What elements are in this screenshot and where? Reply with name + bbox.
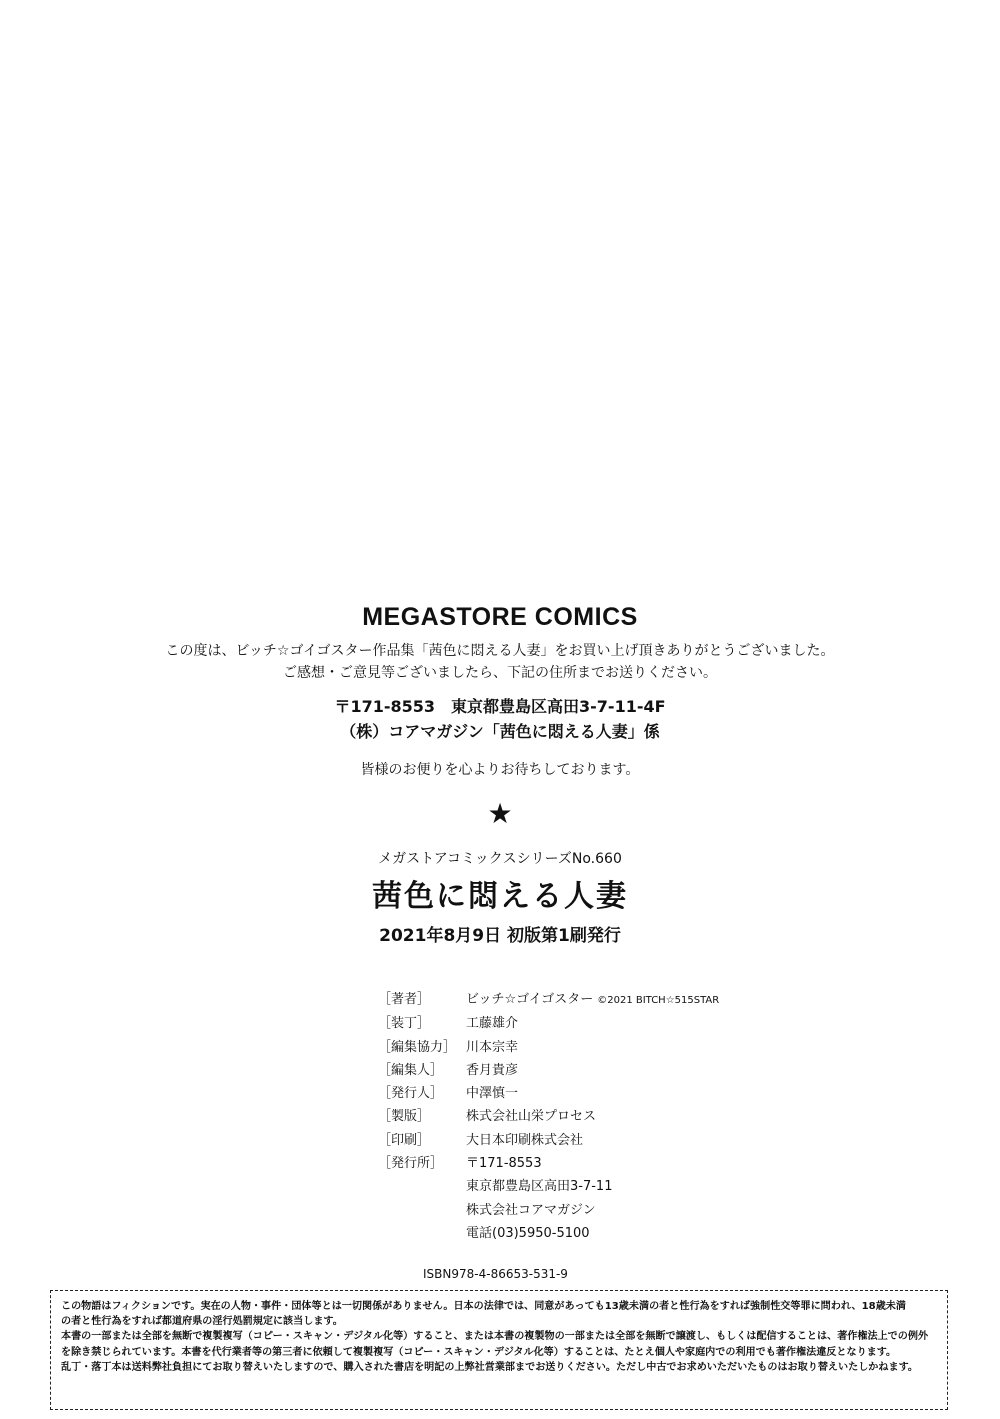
credits-table bbox=[378, 988, 778, 1245]
thanks-line-2: ご感想・ご意見等ございましたら、下記の住所までお送りください。 bbox=[283, 665, 717, 681]
author-name: ビッチ☆ゴイゴスター bbox=[466, 992, 594, 1007]
credit-label bbox=[378, 1222, 466, 1245]
credit-value: 中澤慎一 bbox=[466, 1086, 519, 1102]
credit-label: ［著者］ bbox=[378, 992, 431, 1007]
credit-row bbox=[378, 1222, 778, 1245]
credit-row bbox=[378, 1199, 778, 1222]
wait-message: 皆様のお便りを心よりお待ちしております。 bbox=[360, 762, 640, 778]
credit-label: ［製版］ bbox=[378, 1109, 431, 1125]
credit-row bbox=[378, 1012, 778, 1035]
publisher-brand: MEGASTORE COMICS bbox=[362, 603, 638, 631]
credit-row bbox=[378, 1175, 778, 1198]
mail-address-line-1: 〒171-8553 東京都豊島区高田3-7-11-4F bbox=[334, 697, 666, 716]
credit-label: ［発行所］ bbox=[378, 1156, 444, 1172]
thanks-line-1: この度は、ビッチ☆ゴイゴスター作品集「茜色に悶える人妻」をお買い上げ頂きありがとうございました。 bbox=[165, 643, 835, 659]
isbn: ISBN978-4-86653-531-9 bbox=[423, 1267, 568, 1281]
credit-label bbox=[378, 1175, 466, 1198]
credit-row bbox=[378, 988, 778, 1012]
notice-line: この物語はフィクションです。実在の人物・事件・団体等とは一切関係がありません。日本の法律では、同意があっても13歳未満の者と性行為をすれば強制性交等罪に問われ、18歳未満 bbox=[61, 1301, 906, 1312]
series-number: メガストアコミックスシリーズNo.660 bbox=[378, 851, 622, 867]
credit-value: 株式会社山栄プロセス bbox=[466, 1109, 597, 1125]
credit-value: 工藤雄介 bbox=[466, 1016, 519, 1032]
credit-row bbox=[378, 1036, 778, 1059]
credit-value: 東京都豊島区高田3-7-11 bbox=[466, 1179, 613, 1195]
credit-value bbox=[466, 988, 719, 1012]
star-icon: ★ bbox=[487, 797, 513, 830]
publish-date: 2021年8月9日 初版第1刷発行 bbox=[379, 926, 621, 946]
notice-line: を除き禁じられています。本書を代行業者等の第三者に依頼して複製複写（コピー・スキャン・デジタル化等）することは、たとえ個人や家庭内での利用でも著作権法違反となります。 bbox=[61, 1346, 897, 1358]
credit-row bbox=[378, 1129, 778, 1152]
credit-value: 〒171-8553 bbox=[466, 1156, 542, 1172]
notice-line: 本書の一部または全部を無断で複製複写（コピー・スキャン・デジタル化等）すること、または本書の複製物の一部または全部を無断で譲渡し、もしくは配信することは、著作権法上での例外 bbox=[61, 1331, 929, 1343]
credit-row bbox=[378, 1152, 778, 1175]
credit-row bbox=[378, 1105, 778, 1128]
credit-value: 香月貴彦 bbox=[466, 1062, 519, 1078]
credit-value: 電話(03)5950-5100 bbox=[466, 1225, 590, 1241]
credit-label: ［印刷］ bbox=[378, 1132, 431, 1148]
credit-label bbox=[378, 1199, 466, 1222]
credit-label: ［編集人］ bbox=[378, 1062, 444, 1078]
credit-value: 株式会社コアマガジン bbox=[466, 1202, 596, 1218]
mail-address-line-2: （株）コアマガジン「茜色に悶える人妻」係 bbox=[340, 722, 660, 741]
notice-line: の者と性行為をすれば都道府県の淫行処罰規定に該当します。 bbox=[61, 1316, 343, 1328]
credit-value: 大日本印刷株式会社 bbox=[466, 1132, 584, 1148]
credit-row bbox=[378, 1059, 778, 1082]
credit-label: ［編集協力］ bbox=[378, 1039, 457, 1055]
legal-notice-box bbox=[50, 1290, 948, 1410]
credit-label: ［発行人］ bbox=[378, 1086, 444, 1102]
credit-value: 川本宗幸 bbox=[466, 1039, 519, 1055]
notice-line: 乱丁・落丁本は送料弊社負担にてお取り替えいたしますので、購入された書店を明記の上弊社営業部までお送りください。ただし中古でお求めいただいたものはお取り替えいたしかねます。 bbox=[61, 1361, 918, 1373]
credit-label: ［装丁］ bbox=[378, 1016, 431, 1032]
copyright-note: ©2021 BITCH☆515STAR bbox=[597, 995, 720, 1006]
credit-row bbox=[378, 1082, 778, 1105]
book-title: 茜色に悶える人妻 bbox=[372, 879, 628, 914]
